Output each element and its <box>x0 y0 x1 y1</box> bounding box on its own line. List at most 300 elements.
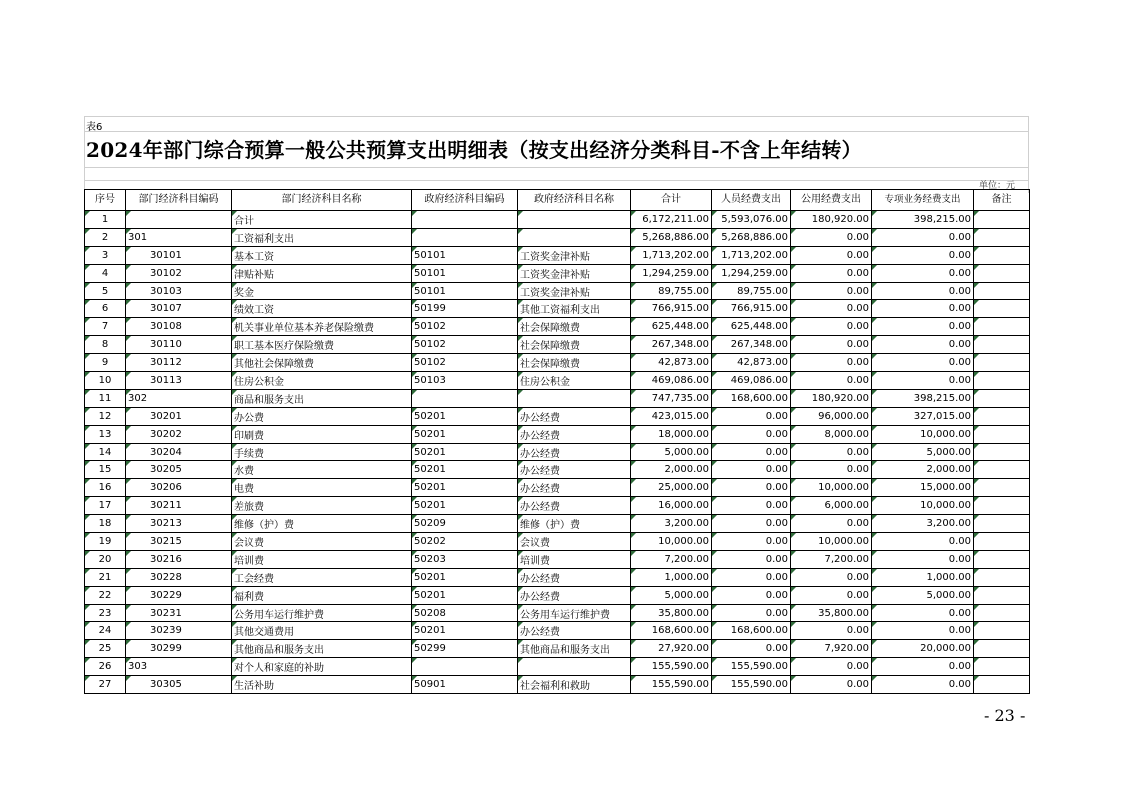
cell-gov-code: 50101 <box>412 246 518 264</box>
cell-personnel: 0.00 <box>712 497 791 515</box>
cell-remark <box>974 622 1030 640</box>
cell-personnel: 0.00 <box>712 407 791 425</box>
cell-seq: 7 <box>85 318 126 336</box>
cell-personnel: 5,268,886.00 <box>712 228 791 246</box>
cell-dept-code: 30211 <box>126 497 232 515</box>
cell-special: 1,000.00 <box>872 568 974 586</box>
cell-seq: 20 <box>85 550 126 568</box>
cell-public: 7,920.00 <box>791 640 872 658</box>
cell-public: 0.00 <box>791 336 872 354</box>
header-dept-name: 部门经济科目名称 <box>232 190 412 211</box>
cell-seq: 26 <box>85 658 126 676</box>
cell-personnel: 42,873.00 <box>712 354 791 372</box>
cell-dept-code: 30205 <box>126 461 232 479</box>
table-row <box>85 568 1030 586</box>
table-row <box>85 282 1030 300</box>
cell-special: 15,000.00 <box>872 479 974 497</box>
header-special: 专项业务经费支出 <box>872 190 974 211</box>
cell-gov-name: 住房公积金 <box>518 372 631 390</box>
cell-dept-code: 302 <box>126 389 232 407</box>
cell-gov-code: 50209 <box>412 515 518 533</box>
cell-personnel: 155,590.00 <box>712 676 791 694</box>
cell-special: 398,215.00 <box>872 211 974 229</box>
cell-public: 0.00 <box>791 300 872 318</box>
cell-dept-code: 30213 <box>126 515 232 533</box>
cell-gov-name <box>518 658 631 676</box>
cell-special: 327,015.00 <box>872 407 974 425</box>
cell-dept-name: 工资福利支出 <box>232 228 412 246</box>
table-row <box>85 264 1030 282</box>
cell-gov-code: 50201 <box>412 443 518 461</box>
cell-gov-name: 社会保障缴费 <box>518 318 631 336</box>
cell-gov-code: 50201 <box>412 461 518 479</box>
header-public: 公用经费支出 <box>791 190 872 211</box>
cell-gov-name: 工资奖金津补贴 <box>518 246 631 264</box>
cell-gov-code: 50201 <box>412 622 518 640</box>
cell-gov-name: 工资奖金津补贴 <box>518 264 631 282</box>
cell-dept-name: 职工基本医疗保险缴费 <box>232 336 412 354</box>
cell-personnel: 0.00 <box>712 640 791 658</box>
cell-seq: 11 <box>85 389 126 407</box>
cell-gov-name: 其他商品和服务支出 <box>518 640 631 658</box>
cell-special: 0.00 <box>872 318 974 336</box>
cell-seq: 10 <box>85 372 126 390</box>
cell-dept-code: 30103 <box>126 282 232 300</box>
cell-personnel: 5,593,076.00 <box>712 211 791 229</box>
cell-public: 0.00 <box>791 372 872 390</box>
table-row <box>85 497 1030 515</box>
cell-public: 7,200.00 <box>791 550 872 568</box>
cell-dept-name: 合计 <box>232 211 412 229</box>
cell-dept-name: 印刷费 <box>232 425 412 443</box>
cell-gov-name: 会议费 <box>518 533 631 551</box>
cell-total: 18,000.00 <box>631 425 712 443</box>
cell-dept-name: 对个人和家庭的补助 <box>232 658 412 676</box>
cell-gov-name: 办公经费 <box>518 425 631 443</box>
cell-total: 267,348.00 <box>631 336 712 354</box>
cell-gov-name: 公务用车运行维护费 <box>518 604 631 622</box>
cell-personnel: 0.00 <box>712 515 791 533</box>
cell-gov-name: 工资奖金津补贴 <box>518 282 631 300</box>
cell-remark <box>974 211 1030 229</box>
cell-dept-name: 奖金 <box>232 282 412 300</box>
cell-dept-name: 培训费 <box>232 550 412 568</box>
cell-remark <box>974 354 1030 372</box>
cell-gov-name <box>518 228 631 246</box>
cell-total: 155,590.00 <box>631 676 712 694</box>
cell-gov-name: 办公经费 <box>518 586 631 604</box>
cell-personnel: 0.00 <box>712 479 791 497</box>
table-row <box>85 211 1030 229</box>
cell-dept-code: 30204 <box>126 443 232 461</box>
sheet-gridline-left <box>84 116 85 193</box>
cell-gov-code <box>412 658 518 676</box>
cell-total: 168,600.00 <box>631 622 712 640</box>
cell-gov-code: 50102 <box>412 354 518 372</box>
table-row <box>85 228 1030 246</box>
cell-special: 10,000.00 <box>872 425 974 443</box>
cell-total: 27,920.00 <box>631 640 712 658</box>
cell-seq: 18 <box>85 515 126 533</box>
table-row <box>85 407 1030 425</box>
cell-dept-name: 其他交通费用 <box>232 622 412 640</box>
cell-gov-code: 50101 <box>412 264 518 282</box>
cell-total: 5,000.00 <box>631 443 712 461</box>
cell-personnel: 155,590.00 <box>712 658 791 676</box>
cell-seq: 2 <box>85 228 126 246</box>
sheet-gridline <box>84 180 1029 181</box>
cell-public: 10,000.00 <box>791 533 872 551</box>
cell-gov-name: 办公经费 <box>518 568 631 586</box>
cell-seq: 3 <box>85 246 126 264</box>
cell-remark <box>974 336 1030 354</box>
cell-public: 0.00 <box>791 568 872 586</box>
cell-seq: 21 <box>85 568 126 586</box>
cell-gov-code: 50201 <box>412 407 518 425</box>
cell-seq: 23 <box>85 604 126 622</box>
cell-seq: 19 <box>85 533 126 551</box>
cell-special: 0.00 <box>872 264 974 282</box>
cell-seq: 12 <box>85 407 126 425</box>
cell-public: 0.00 <box>791 228 872 246</box>
cell-dept-name: 商品和服务支出 <box>232 389 412 407</box>
cell-special: 0.00 <box>872 676 974 694</box>
cell-special: 0.00 <box>872 228 974 246</box>
cell-special: 0.00 <box>872 550 974 568</box>
budget-detail-table <box>84 189 1030 694</box>
cell-public: 0.00 <box>791 354 872 372</box>
cell-gov-name: 办公经费 <box>518 407 631 425</box>
cell-seq: 27 <box>85 676 126 694</box>
cell-personnel: 0.00 <box>712 461 791 479</box>
cell-gov-name: 培训费 <box>518 550 631 568</box>
cell-remark <box>974 443 1030 461</box>
table-header-row <box>85 190 1030 211</box>
cell-personnel: 168,600.00 <box>712 389 791 407</box>
cell-gov-code <box>412 211 518 229</box>
cell-personnel: 1,294,259.00 <box>712 264 791 282</box>
cell-dept-code: 30239 <box>126 622 232 640</box>
cell-gov-code: 50201 <box>412 586 518 604</box>
cell-gov-code: 50201 <box>412 497 518 515</box>
table-row <box>85 425 1030 443</box>
cell-remark <box>974 246 1030 264</box>
cell-gov-name: 社会福利和救助 <box>518 676 631 694</box>
cell-personnel: 0.00 <box>712 443 791 461</box>
cell-dept-name: 机关事业单位基本养老保险缴费 <box>232 318 412 336</box>
cell-dept-code: 30108 <box>126 318 232 336</box>
cell-gov-name: 社会保障缴费 <box>518 336 631 354</box>
cell-gov-code: 50101 <box>412 282 518 300</box>
cell-dept-code: 30215 <box>126 533 232 551</box>
cell-seq: 14 <box>85 443 126 461</box>
cell-dept-name: 手续费 <box>232 443 412 461</box>
header-dept-code: 部门经济科目编码 <box>126 190 232 211</box>
cell-remark <box>974 515 1030 533</box>
table-row <box>85 676 1030 694</box>
cell-public: 0.00 <box>791 282 872 300</box>
table-row <box>85 604 1030 622</box>
cell-gov-code: 50201 <box>412 479 518 497</box>
cell-remark <box>974 264 1030 282</box>
cell-special: 0.00 <box>872 604 974 622</box>
table-row <box>85 550 1030 568</box>
cell-gov-name <box>518 211 631 229</box>
cell-dept-name: 其他社会保障缴费 <box>232 354 412 372</box>
cell-seq: 15 <box>85 461 126 479</box>
table-row <box>85 372 1030 390</box>
cell-dept-code: 30113 <box>126 372 232 390</box>
cell-remark <box>974 497 1030 515</box>
page-number: - 23 - <box>984 706 1026 725</box>
cell-remark <box>974 300 1030 318</box>
cell-personnel: 267,348.00 <box>712 336 791 354</box>
cell-gov-code <box>412 228 518 246</box>
cell-gov-code <box>412 389 518 407</box>
cell-public: 96,000.00 <box>791 407 872 425</box>
cell-seq: 16 <box>85 479 126 497</box>
cell-public: 0.00 <box>791 586 872 604</box>
cell-remark <box>974 318 1030 336</box>
cell-seq: 5 <box>85 282 126 300</box>
cell-dept-name: 工会经费 <box>232 568 412 586</box>
cell-remark <box>974 676 1030 694</box>
cell-remark <box>974 550 1030 568</box>
cell-dept-name: 办公费 <box>232 407 412 425</box>
cell-dept-code: 30112 <box>126 354 232 372</box>
sheet-gridline <box>84 167 1029 168</box>
cell-seq: 6 <box>85 300 126 318</box>
cell-total: 89,755.00 <box>631 282 712 300</box>
cell-remark <box>974 658 1030 676</box>
cell-total: 6,172,211.00 <box>631 211 712 229</box>
cell-dept-name: 维修（护）费 <box>232 515 412 533</box>
cell-dept-code: 30101 <box>126 246 232 264</box>
cell-total: 7,200.00 <box>631 550 712 568</box>
cell-personnel: 0.00 <box>712 425 791 443</box>
cell-gov-name <box>518 389 631 407</box>
cell-gov-code: 50901 <box>412 676 518 694</box>
table-row <box>85 246 1030 264</box>
cell-special: 3,200.00 <box>872 515 974 533</box>
cell-total: 1,713,202.00 <box>631 246 712 264</box>
cell-public: 0.00 <box>791 658 872 676</box>
cell-dept-code: 301 <box>126 228 232 246</box>
cell-dept-code: 30110 <box>126 336 232 354</box>
cell-public: 8,000.00 <box>791 425 872 443</box>
cell-personnel: 0.00 <box>712 568 791 586</box>
cell-public: 0.00 <box>791 461 872 479</box>
cell-total: 155,590.00 <box>631 658 712 676</box>
cell-dept-code: 30102 <box>126 264 232 282</box>
cell-seq: 8 <box>85 336 126 354</box>
cell-public: 0.00 <box>791 264 872 282</box>
cell-dept-code: 30305 <box>126 676 232 694</box>
cell-public: 35,800.00 <box>791 604 872 622</box>
header-seq: 序号 <box>85 190 126 211</box>
cell-gov-code: 50299 <box>412 640 518 658</box>
cell-special: 5,000.00 <box>872 586 974 604</box>
cell-seq: 13 <box>85 425 126 443</box>
cell-total: 5,268,886.00 <box>631 228 712 246</box>
cell-dept-name: 公务用车运行维护费 <box>232 604 412 622</box>
cell-special: 0.00 <box>872 336 974 354</box>
cell-dept-code: 30299 <box>126 640 232 658</box>
cell-dept-code: 30229 <box>126 586 232 604</box>
cell-seq: 24 <box>85 622 126 640</box>
cell-gov-name: 办公经费 <box>518 497 631 515</box>
cell-gov-code: 50203 <box>412 550 518 568</box>
cell-public: 0.00 <box>791 443 872 461</box>
cell-gov-code: 50103 <box>412 372 518 390</box>
cell-dept-code: 30202 <box>126 425 232 443</box>
cell-gov-name: 其他工资福利支出 <box>518 300 631 318</box>
header-gov-name: 政府经济科目名称 <box>518 190 631 211</box>
cell-dept-code: 30228 <box>126 568 232 586</box>
table-row <box>85 336 1030 354</box>
cell-total: 747,735.00 <box>631 389 712 407</box>
cell-gov-name: 社会保障缴费 <box>518 354 631 372</box>
cell-personnel: 0.00 <box>712 604 791 622</box>
table-row <box>85 622 1030 640</box>
cell-seq: 22 <box>85 586 126 604</box>
cell-personnel: 766,915.00 <box>712 300 791 318</box>
cell-total: 5,000.00 <box>631 586 712 604</box>
cell-gov-name: 办公经费 <box>518 479 631 497</box>
cell-public: 180,920.00 <box>791 389 872 407</box>
cell-dept-name: 津贴补贴 <box>232 264 412 282</box>
cell-public: 0.00 <box>791 622 872 640</box>
cell-special: 0.00 <box>872 658 974 676</box>
cell-seq: 4 <box>85 264 126 282</box>
table-row <box>85 515 1030 533</box>
cell-personnel: 1,713,202.00 <box>712 246 791 264</box>
cell-total: 766,915.00 <box>631 300 712 318</box>
cell-total: 423,015.00 <box>631 407 712 425</box>
cell-seq: 9 <box>85 354 126 372</box>
cell-dept-code: 303 <box>126 658 232 676</box>
page-title: 2024年部门综合预算一般公共预算支出明细表（按支出经济分类科目-不含上年结转） <box>86 138 862 162</box>
cell-remark <box>974 425 1030 443</box>
cell-dept-name: 水费 <box>232 461 412 479</box>
cell-total: 625,448.00 <box>631 318 712 336</box>
cell-remark <box>974 372 1030 390</box>
cell-personnel: 0.00 <box>712 586 791 604</box>
table-row <box>85 461 1030 479</box>
cell-special: 0.00 <box>872 372 974 390</box>
table-row <box>85 318 1030 336</box>
cell-total: 25,000.00 <box>631 479 712 497</box>
table-row <box>85 658 1030 676</box>
cell-remark <box>974 389 1030 407</box>
cell-remark <box>974 228 1030 246</box>
cell-special: 0.00 <box>872 354 974 372</box>
cell-gov-name: 办公经费 <box>518 443 631 461</box>
cell-total: 1,000.00 <box>631 568 712 586</box>
cell-dept-name: 住房公积金 <box>232 372 412 390</box>
cell-public: 0.00 <box>791 676 872 694</box>
cell-dept-name: 基本工资 <box>232 246 412 264</box>
cell-personnel: 625,448.00 <box>712 318 791 336</box>
table-row <box>85 640 1030 658</box>
cell-special: 0.00 <box>872 622 974 640</box>
cell-remark <box>974 407 1030 425</box>
cell-remark <box>974 586 1030 604</box>
cell-special: 398,215.00 <box>872 389 974 407</box>
cell-gov-code: 50201 <box>412 568 518 586</box>
cell-gov-name: 办公经费 <box>518 622 631 640</box>
cell-remark <box>974 604 1030 622</box>
cell-special: 20,000.00 <box>872 640 974 658</box>
cell-remark <box>974 461 1030 479</box>
cell-personnel: 89,755.00 <box>712 282 791 300</box>
table-label: 表6 <box>86 122 103 133</box>
cell-gov-code: 50208 <box>412 604 518 622</box>
unit-label: 单位：元 <box>979 181 1016 191</box>
header-gov-code: 政府经济科目编码 <box>412 190 518 211</box>
table-row <box>85 479 1030 497</box>
sheet-gridline-right <box>1028 116 1029 193</box>
cell-dept-name: 电费 <box>232 479 412 497</box>
table-row <box>85 389 1030 407</box>
cell-dept-name: 差旅费 <box>232 497 412 515</box>
cell-seq: 1 <box>85 211 126 229</box>
cell-remark <box>974 568 1030 586</box>
cell-personnel: 469,086.00 <box>712 372 791 390</box>
cell-seq: 25 <box>85 640 126 658</box>
cell-special: 10,000.00 <box>872 497 974 515</box>
cell-total: 10,000.00 <box>631 533 712 551</box>
cell-public: 180,920.00 <box>791 211 872 229</box>
cell-remark <box>974 533 1030 551</box>
cell-dept-name: 其他商品和服务支出 <box>232 640 412 658</box>
cell-special: 0.00 <box>872 246 974 264</box>
cell-total: 3,200.00 <box>631 515 712 533</box>
cell-gov-code: 50102 <box>412 318 518 336</box>
cell-personnel: 0.00 <box>712 533 791 551</box>
cell-special: 5,000.00 <box>872 443 974 461</box>
cell-total: 2,000.00 <box>631 461 712 479</box>
header-personnel: 人员经费支出 <box>712 190 791 211</box>
table-row <box>85 354 1030 372</box>
cell-special: 2,000.00 <box>872 461 974 479</box>
cell-gov-code: 50102 <box>412 336 518 354</box>
cell-public: 0.00 <box>791 318 872 336</box>
cell-gov-code: 50202 <box>412 533 518 551</box>
cell-gov-code: 50199 <box>412 300 518 318</box>
cell-dept-code: 30107 <box>126 300 232 318</box>
header-total: 合计 <box>631 190 712 211</box>
table-row <box>85 300 1030 318</box>
sheet-gridline <box>84 131 1029 132</box>
cell-total: 42,873.00 <box>631 354 712 372</box>
cell-total: 16,000.00 <box>631 497 712 515</box>
cell-dept-code: 30216 <box>126 550 232 568</box>
cell-dept-name: 会议费 <box>232 533 412 551</box>
cell-public: 0.00 <box>791 515 872 533</box>
cell-public: 0.00 <box>791 246 872 264</box>
cell-dept-name: 生活补助 <box>232 676 412 694</box>
table-row <box>85 586 1030 604</box>
cell-special: 0.00 <box>872 282 974 300</box>
cell-dept-name: 福利费 <box>232 586 412 604</box>
cell-remark <box>974 640 1030 658</box>
cell-remark <box>974 282 1030 300</box>
table-row <box>85 533 1030 551</box>
cell-dept-code: 30231 <box>126 604 232 622</box>
cell-personnel: 0.00 <box>712 550 791 568</box>
header-remark: 备注 <box>974 190 1030 211</box>
